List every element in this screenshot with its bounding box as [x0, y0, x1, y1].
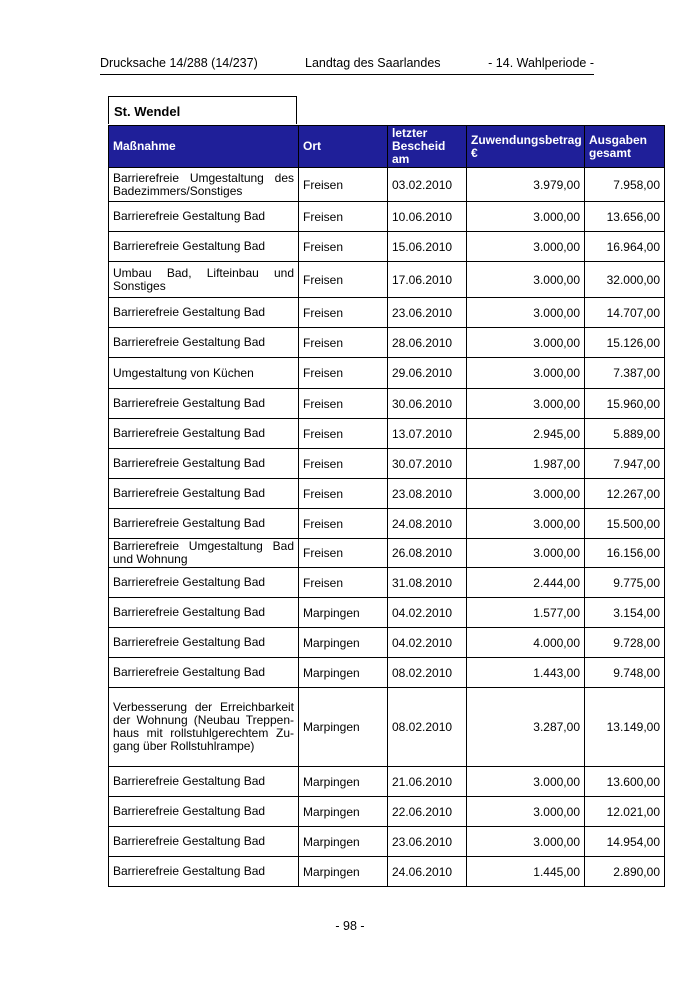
- cell-ort: Freisen: [299, 358, 388, 389]
- cell-zuwendung: 3.000,00: [467, 827, 585, 857]
- column-header-ausgaben: Ausgaben gesamt: [585, 126, 665, 168]
- page-number: - 98 -: [335, 919, 365, 933]
- cell-datum: 04.02.2010: [388, 628, 467, 658]
- table-row: [109, 598, 665, 628]
- cell-massnahme: Barrierefreie Gestaltung Bad: [109, 419, 299, 449]
- table-row: [109, 232, 665, 262]
- cell-ausgaben: 32.000,00: [585, 262, 665, 298]
- cell-ort: Freisen: [299, 232, 388, 262]
- cell-massnahme: Barrierefreie Gestaltung Bad: [109, 797, 299, 827]
- cell-ausgaben: 14.954,00: [585, 827, 665, 857]
- table-row: [109, 298, 665, 328]
- cell-datum: 15.06.2010: [388, 232, 467, 262]
- cell-ausgaben: 13.600,00: [585, 767, 665, 797]
- cell-zuwendung: 3.979,00: [467, 168, 585, 202]
- cell-ort: Marpingen: [299, 857, 388, 887]
- cell-ausgaben: 9.728,00: [585, 628, 665, 658]
- table-header-row: [109, 126, 665, 168]
- cell-ausgaben: 14.707,00: [585, 298, 665, 328]
- cell-datum: 28.06.2010: [388, 328, 467, 358]
- cell-zuwendung: 3.000,00: [467, 358, 585, 389]
- cell-datum: 23.06.2010: [388, 827, 467, 857]
- table-row: [109, 389, 665, 419]
- cell-zuwendung: 3.000,00: [467, 298, 585, 328]
- cell-ort: Freisen: [299, 168, 388, 202]
- cell-ort: Freisen: [299, 568, 388, 598]
- table-row: [109, 328, 665, 358]
- cell-ausgaben: 16.156,00: [585, 539, 665, 568]
- cell-datum: 03.02.2010: [388, 168, 467, 202]
- cell-zuwendung: 3.287,00: [467, 688, 585, 767]
- cell-zuwendung: 3.000,00: [467, 262, 585, 298]
- table-row: [109, 568, 665, 598]
- cell-massnahme: Barrierefreie Gestaltung Bad: [109, 628, 299, 658]
- cell-datum: 04.02.2010: [388, 598, 467, 628]
- cell-massnahme: Barrierefreie Gestaltung Bad: [109, 298, 299, 328]
- table-row: [109, 202, 665, 232]
- cell-ausgaben: 13.656,00: [585, 202, 665, 232]
- cell-ort: Marpingen: [299, 598, 388, 628]
- cell-ausgaben: 3.154,00: [585, 598, 665, 628]
- cell-datum: 13.07.2010: [388, 419, 467, 449]
- cell-zuwendung: 3.000,00: [467, 539, 585, 568]
- table-row: [109, 358, 665, 389]
- cell-zuwendung: 4.000,00: [467, 628, 585, 658]
- parliament-name: Landtag des Saarlandes: [305, 56, 441, 70]
- cell-ausgaben: 15.126,00: [585, 328, 665, 358]
- cell-massnahme: Barrierefreie Gestaltung Bad: [109, 232, 299, 262]
- cell-zuwendung: 1.577,00: [467, 598, 585, 628]
- funding-table: [108, 125, 665, 887]
- cell-massnahme: Barrierefreie Gestaltung Bad: [109, 202, 299, 232]
- column-header-ort: Ort: [299, 126, 388, 168]
- cell-massnahme: Barrierefreie Gestaltung Bad: [109, 509, 299, 539]
- cell-ausgaben: 16.964,00: [585, 232, 665, 262]
- cell-ort: Freisen: [299, 328, 388, 358]
- cell-ausgaben: 12.267,00: [585, 479, 665, 509]
- table-row: [109, 797, 665, 827]
- table-row: [109, 539, 665, 568]
- cell-massnahme: Barrierefreie Gestaltung Bad: [109, 328, 299, 358]
- cell-zuwendung: 3.000,00: [467, 509, 585, 539]
- region-title: St. Wendel: [108, 96, 297, 124]
- cell-datum: 30.07.2010: [388, 449, 467, 479]
- cell-ausgaben: 2.890,00: [585, 857, 665, 887]
- cell-datum: 08.02.2010: [388, 658, 467, 688]
- cell-datum: 23.06.2010: [388, 298, 467, 328]
- cell-ort: Freisen: [299, 479, 388, 509]
- cell-massnahme: Barrierefreie Gestaltung Bad: [109, 389, 299, 419]
- cell-massnahme: Barrierefreie Gestaltung Bad: [109, 857, 299, 887]
- cell-zuwendung: 2.945,00: [467, 419, 585, 449]
- cell-datum: 24.08.2010: [388, 509, 467, 539]
- cell-datum: 24.06.2010: [388, 857, 467, 887]
- cell-massnahme: Verbesserung der Erreichbarkeit der Wohnung (Neubau Treppen-haus mit rollstuhlgerechtem Zu-gang über Rollstuhlrampe): [109, 688, 299, 767]
- cell-zuwendung: 1.987,00: [467, 449, 585, 479]
- cell-ort: Freisen: [299, 298, 388, 328]
- cell-zuwendung: 1.445,00: [467, 857, 585, 887]
- cell-zuwendung: 3.000,00: [467, 767, 585, 797]
- cell-massnahme: Barrierefreie Gestaltung Bad: [109, 598, 299, 628]
- table-row: [109, 658, 665, 688]
- cell-zuwendung: 3.000,00: [467, 389, 585, 419]
- column-header-zuwendung: Zuwendungsbetrag €: [467, 126, 585, 168]
- cell-datum: 31.08.2010: [388, 568, 467, 598]
- cell-ort: Freisen: [299, 449, 388, 479]
- cell-zuwendung: 3.000,00: [467, 202, 585, 232]
- cell-ausgaben: 9.775,00: [585, 568, 665, 598]
- table-row: [109, 767, 665, 797]
- election-period: - 14. Wahlperiode -: [488, 56, 594, 70]
- cell-datum: 26.08.2010: [388, 539, 467, 568]
- cell-ausgaben: 7.947,00: [585, 449, 665, 479]
- table-row: [109, 827, 665, 857]
- cell-massnahme: Umbau Bad, Lifteinbau und Sonstiges: [109, 262, 299, 298]
- table-row: [109, 509, 665, 539]
- cell-ausgaben: 15.960,00: [585, 389, 665, 419]
- cell-zuwendung: 2.444,00: [467, 568, 585, 598]
- cell-ort: Marpingen: [299, 767, 388, 797]
- document-number: Drucksache 14/288 (14/237): [100, 56, 258, 70]
- table-row: [109, 628, 665, 658]
- cell-ausgaben: 5.889,00: [585, 419, 665, 449]
- cell-datum: 08.02.2010: [388, 688, 467, 767]
- cell-ausgaben: 9.748,00: [585, 658, 665, 688]
- cell-massnahme: Barrierefreie Gestaltung Bad: [109, 479, 299, 509]
- cell-ort: Marpingen: [299, 658, 388, 688]
- cell-ausgaben: 7.958,00: [585, 168, 665, 202]
- cell-massnahme: Umgestaltung von Küchen: [109, 358, 299, 389]
- cell-massnahme: Barrierefreie Gestaltung Bad: [109, 827, 299, 857]
- cell-ausgaben: 15.500,00: [585, 509, 665, 539]
- column-header-bescheid: letzter Bescheid am: [388, 126, 467, 168]
- cell-massnahme: Barrierefreie Gestaltung Bad: [109, 767, 299, 797]
- cell-ort: Marpingen: [299, 688, 388, 767]
- cell-ort: Freisen: [299, 389, 388, 419]
- cell-massnahme: Barrierefreie Umgestaltung des Badezimmers/Sonstiges: [109, 168, 299, 202]
- cell-zuwendung: 1.443,00: [467, 658, 585, 688]
- table-row: [109, 419, 665, 449]
- cell-datum: 29.06.2010: [388, 358, 467, 389]
- column-header-massnahme: Maßnahme: [109, 126, 299, 168]
- cell-ausgaben: 13.149,00: [585, 688, 665, 767]
- cell-datum: 22.06.2010: [388, 797, 467, 827]
- cell-datum: 30.06.2010: [388, 389, 467, 419]
- cell-ort: Freisen: [299, 262, 388, 298]
- cell-ausgaben: 7.387,00: [585, 358, 665, 389]
- cell-massnahme: Barrierefreie Gestaltung Bad: [109, 449, 299, 479]
- cell-datum: 17.06.2010: [388, 262, 467, 298]
- cell-ort: Freisen: [299, 202, 388, 232]
- cell-zuwendung: 3.000,00: [467, 328, 585, 358]
- table-row: [109, 262, 665, 298]
- table-row: [109, 857, 665, 887]
- cell-datum: 10.06.2010: [388, 202, 467, 232]
- table-row: [109, 168, 665, 202]
- cell-ausgaben: 12.021,00: [585, 797, 665, 827]
- cell-zuwendung: 3.000,00: [467, 232, 585, 262]
- cell-massnahme: Barrierefreie Umgestaltung Bad und Wohnung: [109, 539, 299, 568]
- table-row: [109, 449, 665, 479]
- cell-datum: 21.06.2010: [388, 767, 467, 797]
- cell-massnahme: Barrierefreie Gestaltung Bad: [109, 658, 299, 688]
- table-row: [109, 479, 665, 509]
- cell-ort: Marpingen: [299, 797, 388, 827]
- cell-zuwendung: 3.000,00: [467, 797, 585, 827]
- cell-massnahme: Barrierefreie Gestaltung Bad: [109, 568, 299, 598]
- cell-ort: Marpingen: [299, 827, 388, 857]
- cell-zuwendung: 3.000,00: [467, 479, 585, 509]
- cell-ort: Marpingen: [299, 628, 388, 658]
- cell-datum: 23.08.2010: [388, 479, 467, 509]
- page-header: [100, 56, 594, 75]
- cell-ort: Freisen: [299, 509, 388, 539]
- cell-ort: Freisen: [299, 539, 388, 568]
- cell-ort: Freisen: [299, 419, 388, 449]
- table-row: [109, 688, 665, 767]
